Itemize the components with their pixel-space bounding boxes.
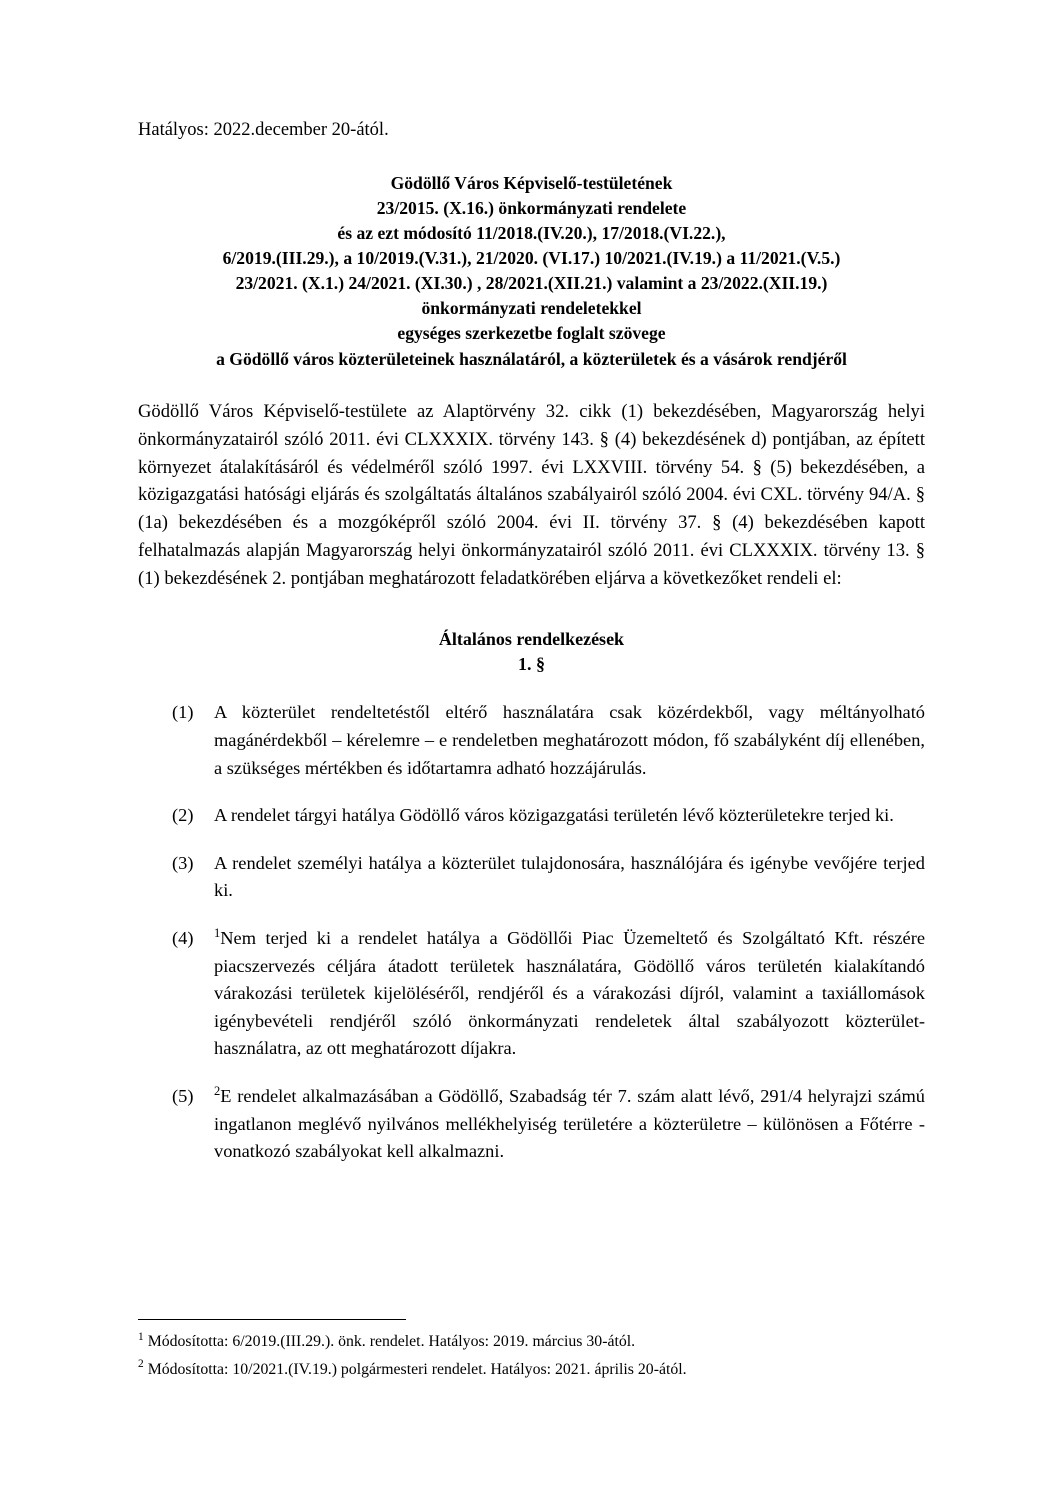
footnote-marker: 1 [138, 1330, 144, 1343]
footnote-marker: 2 [138, 1358, 144, 1371]
footnote-separator [138, 1319, 406, 1320]
effective-date-line: Hatályos: 2022.december 20-ától. [138, 120, 389, 140]
clause-text: A rendelet tárgyi hatálya Gödöllő város közigazgatási területén lévő közterületekre terjed ki. [214, 805, 894, 826]
title-line-6: önkormányzati rendeletekkel [421, 297, 642, 318]
clause-text-with-footnote [214, 925, 925, 1063]
preamble-paragraph: Gödöllő Város Képviselő-testülete az Alaptörvény 32. cikk (1) bekezdésében, Magyarország helyi önkormányzatairól szóló 2011. évi CLXXXIX. törvény 143. § (4) bekezdésének d) pontjában, az épített környezet átalakításáról és védelméről szóló 1997. évi LXXVIII. törvény 54. § (5) bekezdésében, a közigazgatási hatósági eljárás és szolgáltatás általános szabályairól szóló 2004. évi CXL. törvény 94/A. § (1a) bekezdésében és a mozgóképről szóló 2004. évi II. törvény 37. § (4) bekezdésében kapott felhatalmazás alapján Magyarország helyi önkormányzatairól szóló 2011. évi CLXXXIX. törvény 13. § (1) bekezdésének 2. pontjában meghatározott feladatkörében eljárva a következőket rendeli el: [138, 400, 925, 590]
section-heading-title: Általános rendelkezések [438, 628, 625, 649]
title-line-1: Gödöllő Város Képviselő-testületének [390, 172, 673, 193]
clause-number: (3) [172, 852, 194, 873]
footnote-item [138, 1358, 928, 1382]
title-line-4: 6/2019.(III.29.), a 10/2019.(V.31.), 21/2020. (VI.17.) 10/2021.(IV.19.) a 11/2021.(V.5.) [222, 247, 841, 268]
title-line-8: a Gödöllő város közterületeinek használatáról, a közterületek és a vásárok rendjéről [216, 348, 847, 369]
footnotes-block [138, 1319, 928, 1385]
title-line-5: 23/2021. (X.1.) 24/2021. (XI.30.) , 28/2021.(XII.21.) valamint a 23/2022.(XII.19.) [235, 272, 828, 293]
title-line-3: és az ezt módosító 11/2018.(IV.20.), 17/2018.(VI.22.), [337, 222, 726, 243]
clause-number: (1) [172, 702, 194, 723]
document-title-block [138, 171, 925, 372]
footnote-ref-1: 1 [214, 925, 221, 940]
section-heading-number: 1. § [518, 654, 545, 675]
clause-item [138, 802, 925, 830]
clause-number: (2) [172, 805, 194, 826]
clause-text: E rendelet alkalmazásában a Gödöllő, Szabadság tér 7. szám alatt lévő, 291/4 helyrajzi számú ingatlanon meglévő nyilvános mellékhelyiség területére a közterületre – különösen a Főtérre - vonatkozó szabályokat kell alkalmazni. [214, 1086, 925, 1162]
clause-text: A közterület rendeltetéstől eltérő használatára csak közérdekből, vagy méltányolható magánérdekből – kérelemre – e rendeletben meghatározott módon, fő szabályként díj ellenében, a szükséges mértékben és időtartamra adható hozzájárulás. [214, 702, 925, 778]
section-heading-block [138, 627, 925, 677]
clause-text-with-footnote [214, 1083, 925, 1166]
title-line-7: egységes szerkezetbe foglalt szövege [397, 322, 666, 343]
footnote-text: Módosította: 6/2019.(III.29.). önk. rendelet. Hatályos: 2019. március 30-ától. [147, 1333, 636, 1351]
clause-text: Nem terjed ki a rendelet hatálya a Gödöllői Piac Üzemeltető és Szolgáltató Kft. részére piacszervezés céljára átadott területek használatára, Gödöllő város területén kialakítandó várakozási területek kijelöléséről, rendjéről és a várakozási díjról, valamint a taxiállomások igénybevételi rendjéről szóló önkormányzati rendeletek által szabályozott közterület-használatra, az ott meghatározott díjakra. [214, 927, 925, 1059]
clause-item [138, 925, 925, 1063]
clause-item [138, 850, 925, 905]
footnote-text: Módosította: 10/2021.(IV.19.) polgármesteri rendelet. Hatályos: 2021. április 20-ától. [147, 1360, 687, 1378]
clause-number: (4) [172, 927, 194, 948]
title-line-2: 23/2015. (X.16.) önkormányzati rendelete [376, 197, 687, 218]
footnote-ref-2: 2 [214, 1083, 221, 1098]
clause-item [138, 699, 925, 782]
clause-number: (5) [172, 1086, 194, 1107]
clause-text: A rendelet személyi hatálya a közterület tulajdonosára, használójára és igénybe vevőjére terjed ki. [214, 852, 925, 901]
clause-item [138, 1083, 925, 1166]
footnote-item [138, 1330, 928, 1354]
